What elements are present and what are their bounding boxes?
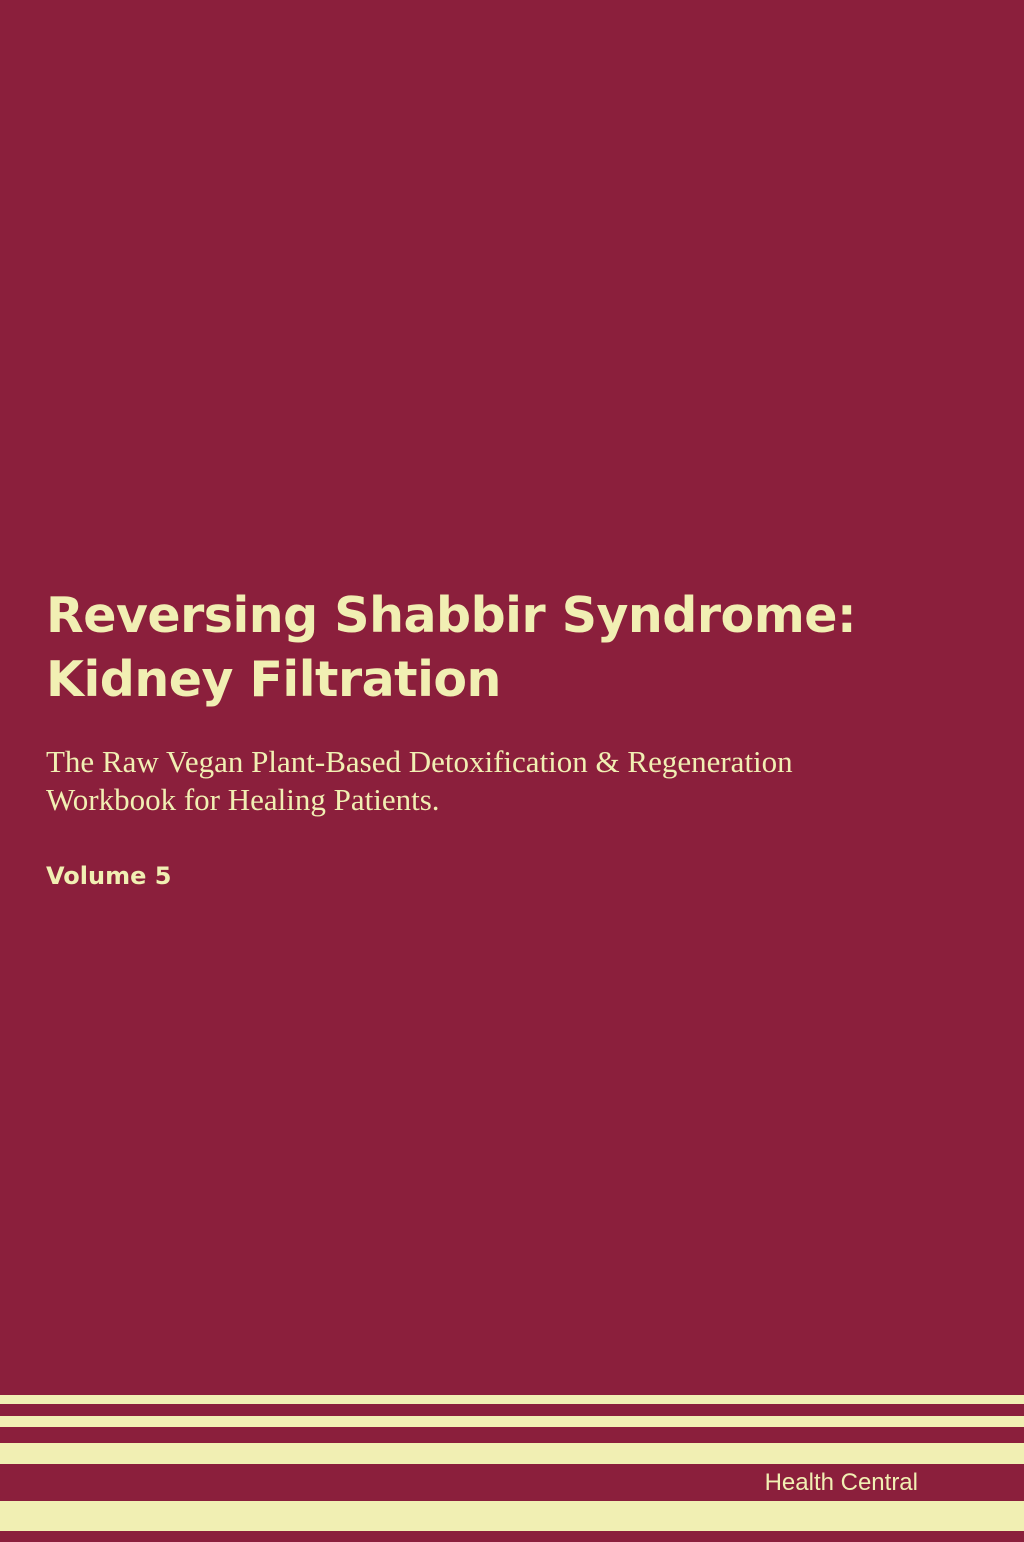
volume-label: Volume 5 [46,862,172,890]
title-line-1: Reversing Shabbir Syndrome: [46,587,857,644]
decorative-stripe-3 [0,1443,1024,1464]
decorative-stripe-2 [0,1416,1024,1427]
publisher-name: Health Central [764,1469,918,1496]
subtitle-line-2: Workbook for Healing Patients. [46,782,440,817]
decorative-stripe-1 [0,1395,1024,1404]
subtitle-line-1: The Raw Vegan Plant-Based Detoxification & Regeneration [46,744,793,779]
book-subtitle [46,743,986,819]
title-line-2: Kidney Filtration [46,651,501,708]
decorative-stripe-4 [0,1501,1024,1531]
book-title [46,584,986,712]
